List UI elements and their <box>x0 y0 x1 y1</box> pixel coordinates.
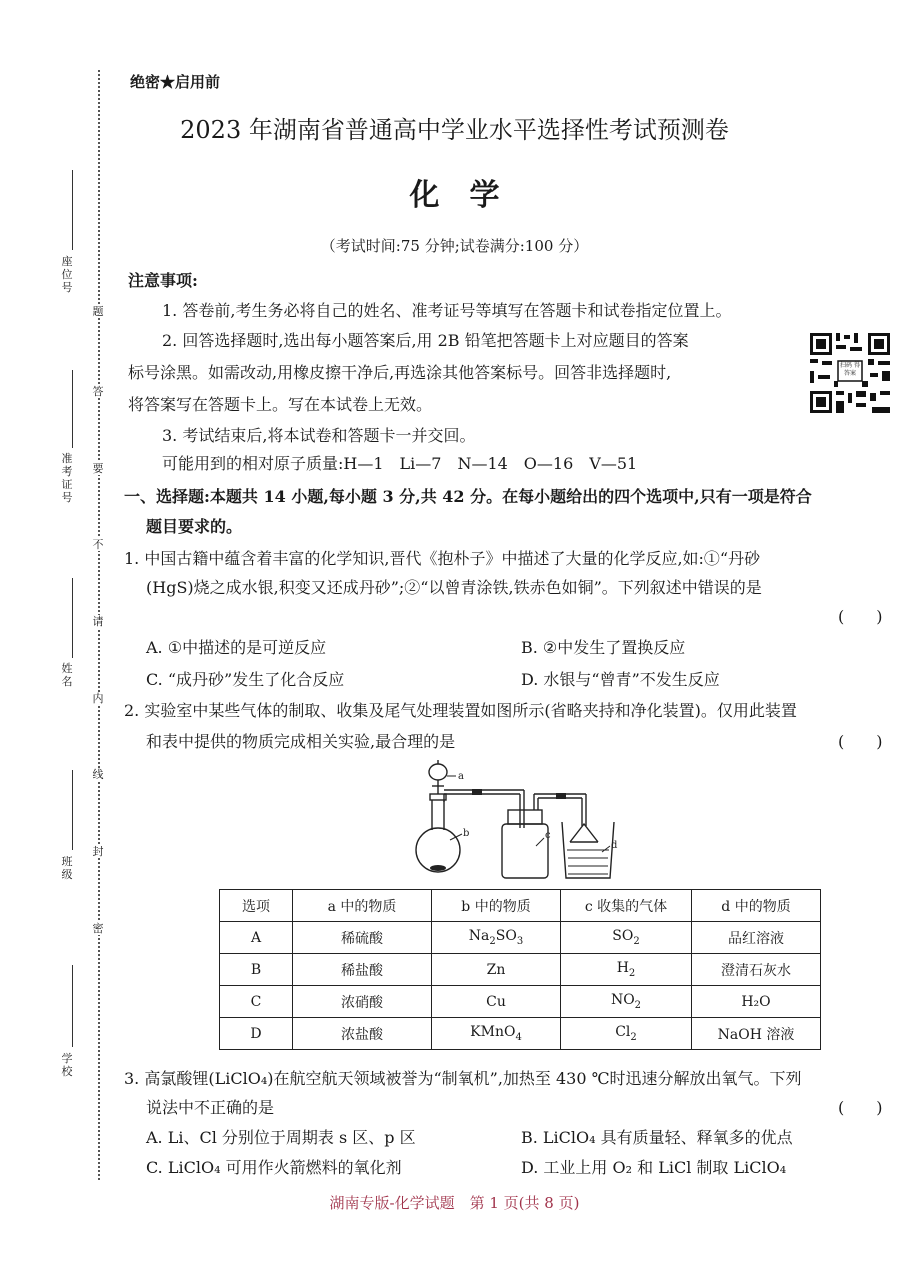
exam-id-label: 准考证号 <box>61 452 73 504</box>
notice-item-2-cont: 标号涂黑。如需改动,用橡皮擦干净后,再选涂其他答案标号。回答非选择题时, <box>128 363 672 382</box>
class-line[interactable] <box>72 770 73 850</box>
q3-option-d[interactable]: D. 工业上用 O₂ 和 LiCl 制取 LiClO₄ <box>521 1158 787 1177</box>
table-row[interactable] <box>220 986 821 1018</box>
class-label: 班级 <box>61 855 73 881</box>
a-substance-cell: 浓盐酸 <box>293 1018 432 1050</box>
seal-char: 题 <box>92 305 104 318</box>
exam-title: 2023 年湖南省普通高中学业水平选择性考试预测卷 <box>180 116 729 144</box>
q1-answer-bracket[interactable]: ( ) <box>838 607 883 626</box>
table-header: b 中的物质 <box>432 890 561 922</box>
notice-item-2-cont: 将答案写在答题卡上。写在本试卷上无效。 <box>128 395 433 414</box>
c-gas-cell: $SO_2$ <box>561 922 692 954</box>
d-substance-cell: NaOH 溶液 <box>692 1018 821 1050</box>
table-header: 选项 <box>220 890 293 922</box>
q2-options-table <box>219 889 821 1050</box>
option-cell: B <box>220 954 293 986</box>
d-substance-cell: 澄清石灰水 <box>692 954 821 986</box>
c-gas-cell: $Cl_2$ <box>561 1018 692 1050</box>
q3-stem-cont: 说法中不正确的是 <box>146 1098 275 1117</box>
secret-label: 绝密★启用前 <box>130 73 221 91</box>
table-header-row <box>220 890 821 922</box>
option-cell: C <box>220 986 293 1018</box>
seal-char: 线 <box>92 768 104 781</box>
q2-answer-bracket[interactable]: ( ) <box>838 732 883 751</box>
section-heading: 一、选择题:本题共 14 小题,每小题 3 分,共 42 分。在每小题给出的四个选项中,只有一项是符合 <box>124 487 812 506</box>
q2-stem-cont: 和表中提供的物质完成相关实验,最合理的是 <box>146 732 456 751</box>
label-b: b <box>463 828 470 839</box>
b-substance-cell: $Na_2SO_3$ <box>432 922 561 954</box>
label-c: c <box>545 830 551 841</box>
q1-option-c[interactable]: C. “成丹砂”发生了化合反应 <box>146 670 345 689</box>
a-substance-cell: 稀硫酸 <box>293 922 432 954</box>
q3-option-a[interactable]: A. Li、Cl 分别位于周期表 s 区、p 区 <box>146 1128 416 1147</box>
table-header: d 中的物质 <box>692 890 821 922</box>
name-label: 姓名 <box>61 662 73 688</box>
label-a: a <box>458 771 464 782</box>
notice-item-3: 3. 考试结束后,将本试卷和答题卡一并交回。 <box>162 426 476 445</box>
d-substance-cell: H₂O <box>692 986 821 1018</box>
b-substance-cell: Cu <box>432 986 561 1018</box>
q1-option-a[interactable]: A. ①中描述的是可逆反应 <box>146 638 327 657</box>
c-gas-cell: $NO_2$ <box>561 986 692 1018</box>
exam-info: （考试时间:75 分钟;试卷满分:100 分） <box>320 237 589 255</box>
d-substance-cell: 品红溶液 <box>692 922 821 954</box>
seal-char: 密 <box>92 922 104 935</box>
seal-char: 请 <box>92 615 104 628</box>
seat-number-label: 座位号 <box>61 255 73 294</box>
name-line[interactable] <box>72 578 73 658</box>
seal-char: 不 <box>92 538 104 551</box>
qr-label: 扫码 得答案 <box>840 362 860 377</box>
seal-char: 要 <box>92 462 104 475</box>
q3-stem: 3. 高氯酸锂(LiClO₄)在航空航天领域被誉为“制氧机”,加热至 430 ℃时迅速分解放出氧气。下列 <box>124 1069 802 1088</box>
label-d: d <box>611 840 618 851</box>
q1-stem-cont: (HgS)烧之成水银,积变又还成丹砂”;②“以曾青涂铁,铁赤色如铜”。下列叙述中错误的是 <box>146 578 762 597</box>
table-header: c 收集的气体 <box>561 890 692 922</box>
table-header: a 中的物质 <box>293 890 432 922</box>
table-row[interactable] <box>220 1018 821 1050</box>
notice-title: 注意事项: <box>128 271 198 290</box>
q1-stem: 1. 中国古籍中蕴含着丰富的化学知识,晋代《抱朴子》中描述了大量的化学反应,如:①“丹砂 <box>124 549 761 568</box>
seal-char: 封 <box>92 845 104 858</box>
section-heading-cont: 题目要求的。 <box>146 517 243 536</box>
b-substance-cell: Zn <box>432 954 561 986</box>
notice-item-1: 1. 答卷前,考生务必将自己的姓名、准考证号等填写在答题卡和试卷指定位置上。 <box>162 301 732 320</box>
q3-answer-bracket[interactable]: ( ) <box>838 1098 883 1117</box>
school-label: 学校 <box>61 1052 73 1078</box>
b-substance-cell: KMnO$_4$ <box>432 1018 561 1050</box>
a-substance-cell: 浓硝酸 <box>293 986 432 1018</box>
c-gas-cell: $H_2$ <box>561 954 692 986</box>
option-cell: D <box>220 1018 293 1050</box>
exam-id-line[interactable] <box>72 370 73 448</box>
q3-option-b[interactable]: B. LiClO₄ 具有质量轻、释氧多的优点 <box>521 1128 793 1147</box>
notice-item-2: 2. 回答选择题时,选出每小题答案后,用 2B 铅笔把答题卡上对应题目的答案 <box>162 331 689 350</box>
a-substance-cell: 稀盐酸 <box>293 954 432 986</box>
subject-title: 化 学 <box>409 178 500 213</box>
table-row[interactable] <box>220 922 821 954</box>
page-footer: 湖南专版-化学试题 第 1 页(共 8 页) <box>329 1194 580 1212</box>
option-cell: A <box>220 922 293 954</box>
q1-option-b[interactable]: B. ②中发生了置换反应 <box>521 638 686 657</box>
school-line[interactable] <box>72 965 73 1047</box>
atomic-mass: 可能用到的相对原子质量:H—1 Li—7 N—14 O—16 V—51 <box>162 454 638 473</box>
q2-stem: 2. 实验室中某些气体的制取、收集及尾气处理装置如图所示(省略夹持和净化装置)。仅用此装置 <box>124 701 797 720</box>
seal-char: 内 <box>92 692 104 705</box>
seal-char: 答 <box>92 385 104 398</box>
q1-option-d[interactable]: D. 水银与“曾青”不发生反应 <box>521 670 720 689</box>
q3-option-c[interactable]: C. LiClO₄ 可用作火箭燃料的氧化剂 <box>146 1158 402 1177</box>
apparatus-diagram <box>410 758 630 882</box>
table-row[interactable] <box>220 954 821 986</box>
